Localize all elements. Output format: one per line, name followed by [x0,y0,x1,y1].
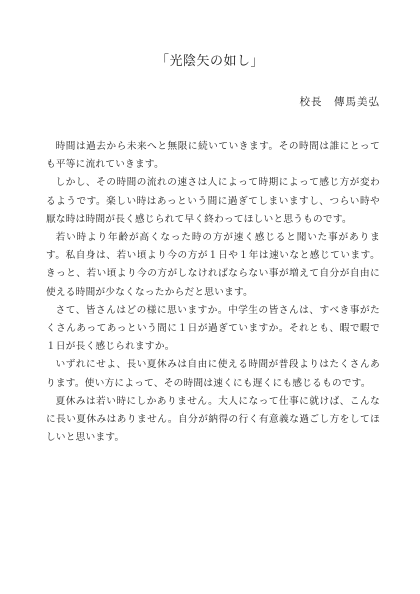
paragraph-4: さて、皆さんはどの様に思いますか。中学生の皆さんは、すべき事がたくさんあってあっという間に１日が過ぎていますか。それとも、暇で暇で１日が長く感じられますか。 [46,304,380,353]
paragraph-3: 若い時より年齢が高くなった時の方が速く感じると聞いた事があります。私自身は、若い頃より今の方が１日や１年は速いなと感じています。きっと、若い頃より今の方がしなければならない事が増えて自分が自由に使える時間が少なくなったからだと思います。 [46,232,380,298]
document-title: 「光陰矢の如し」 [155,54,264,69]
paragraph-2: しかし、その時間の流れの速さは人によって時期によって感じ方が変わるようです。楽しい時はあっという間に過ぎてしまいますし、つらい時や厭な時は時間が長く感じられて早く終わってほしいと思うものです。 [46,177,380,225]
paragraph-5: いずれにせよ、長い夏休みは自由に使える時間が普段よりはたくさんあります。使い方によって、その時間は速くにも遅くにも感じるものです。 [46,359,380,389]
document-body [46,138,380,447]
paragraph-6: 夏休みは若い時にしかありません。大人になって仕事に就けば、こんなに長い夏休みはありません。自分が納得の行く有意義な過ごし方をしてほしいと思います。 [46,395,380,444]
author-line: 校長 傳馬美弘 [299,96,380,108]
paragraph-1: 時間は過去から未来へと無限に続いていきます。その時間は誰にとっても平等に流れていきます。 [46,141,380,171]
